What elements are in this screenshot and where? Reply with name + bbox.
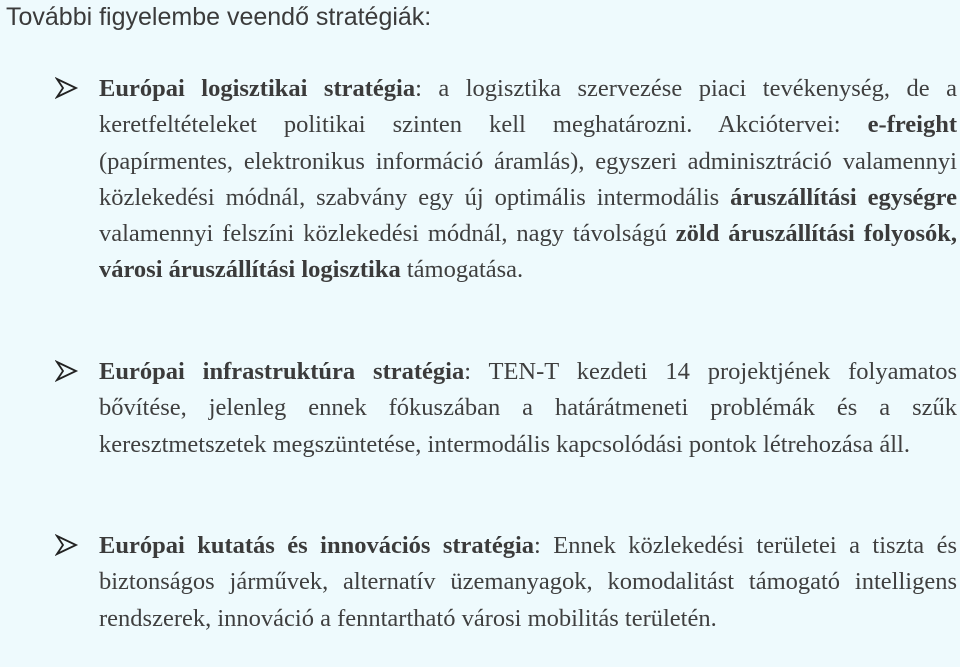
text-run: : Ennek közlekedési területei a tiszta és biztonságos járművek, alternatív üzemanyagok, komodalitást támogató intelligens rendszerek, innováció a fenntartható városi mobilitás területén.: [99, 532, 957, 632]
bullet-text: [99, 71, 957, 289]
arrow-bullet-icon: [55, 360, 79, 382]
text-run: valamennyi felszíni közlekedési módnál, nagy távolságú: [99, 220, 676, 248]
bullet-heading: Európai kutatás és innovációs stratégia: [99, 532, 535, 559]
bullet-heading: Európai logisztikai stratégia: [99, 75, 416, 102]
arrow-bullet-icon: [55, 77, 79, 99]
text-run: : a logisztika szervezése piaci tevékenység, de a keretfeltételeket politikai szinten kell meghatározni. Akciótervei:: [99, 75, 957, 139]
text-run: (papírmentes, elektronikus információ áramlás), egyszeri adminisztráció valamennyi közlekedési módnál, szabvány egy új optimális intermodális: [99, 147, 957, 211]
bold-phrase: zöld áruszállítási folyosók, városi áruszállítási logisztika: [99, 220, 958, 284]
bold-phrase: áruszállítási egységre: [730, 183, 957, 211]
text-run: támogatása.: [400, 256, 524, 284]
slide-title: További figyelembe veendő stratégiák:: [6, 3, 432, 31]
arrow-bullet-icon: [55, 534, 79, 556]
text-run: : TEN-T kezdeti 14 projektjének folyamatos bővítése, jelenleg ennek fókuszában a határátmeneti problémák és a szűk keresztmetszetek megszüntetése, intermodális kapcsolódási pontok létrehozása áll.: [99, 358, 957, 458]
bullet-heading: Európai infrastruktúra stratégia: [99, 358, 465, 385]
bullet-text: [99, 528, 957, 637]
bold-phrase: e-freight: [867, 111, 957, 139]
bullet-text: [99, 354, 957, 463]
